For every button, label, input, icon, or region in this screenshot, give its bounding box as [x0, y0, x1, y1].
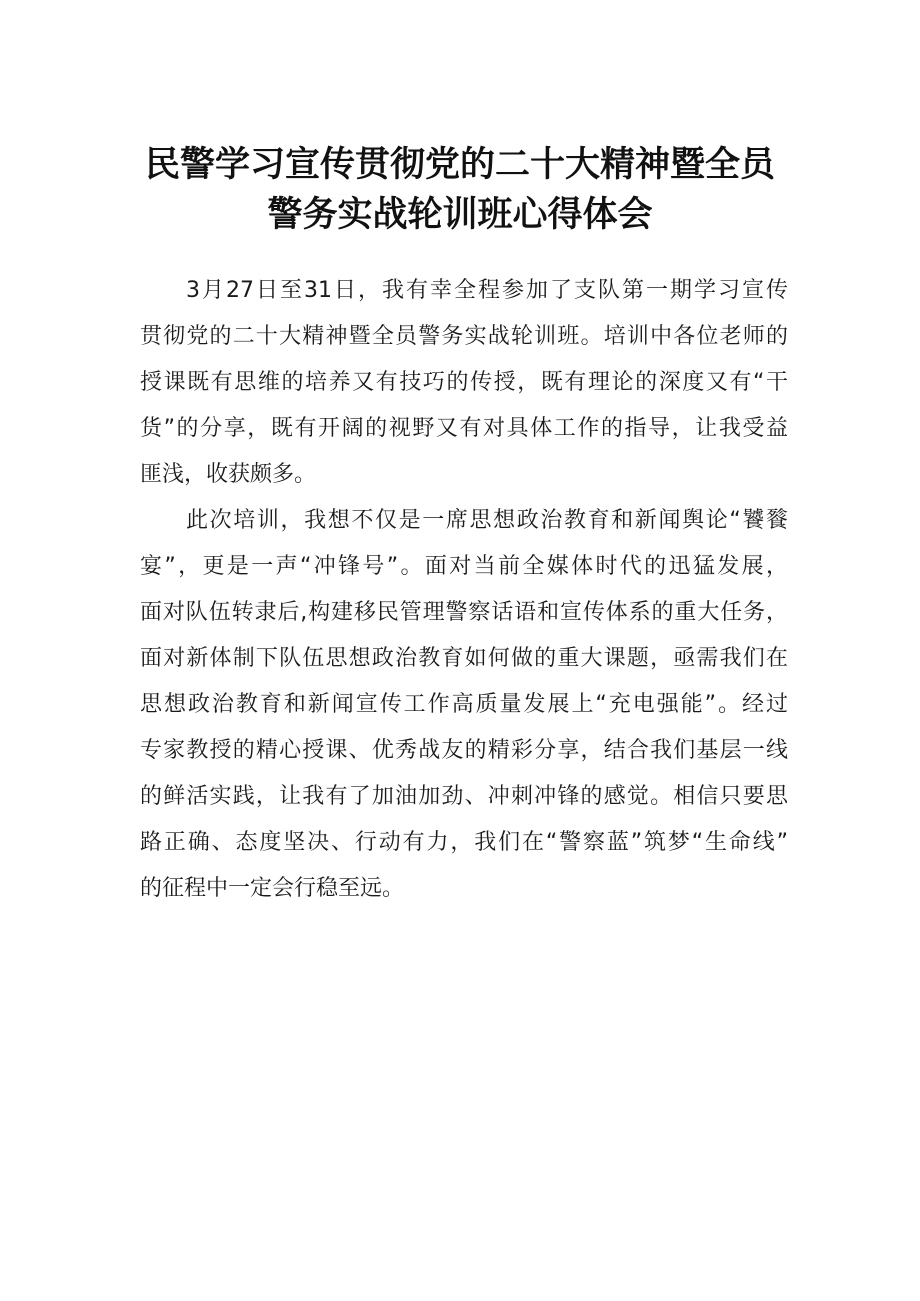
- paragraph-line: 宴”，更是一声“冲锋号”。面对当前全媒体时代的迅猛发展，: [140, 554, 788, 579]
- paragraph-line: 3月27日至31日，我有幸全程参加了支队第一期学习宣传: [186, 278, 788, 303]
- document-title: [0, 140, 920, 240]
- title-line-1: 民警学习宣传贯彻党的二十大精神暨全员: [144, 145, 775, 185]
- paragraph-line: 授课既有思维的培养又有技巧的传授，既有理论的深度又有“干: [140, 370, 788, 395]
- paragraph-line: 路正确、态度坚决、行动有力，我们在“警察蓝”筑梦“生命线”: [140, 830, 788, 855]
- paragraph-line: 匪浅，收获颇多。: [140, 462, 317, 487]
- paragraph-line: 面对队伍转隶后,构建移民管理警察话语和宣传体系的重大任务，: [140, 600, 788, 625]
- paragraph-line: 专家教授的精心授课、优秀战友的精彩分享，结合我们基层一线: [140, 738, 788, 763]
- title-line-2: 警务实战轮训班心得体会: [267, 195, 653, 235]
- paragraph-2: [140, 498, 788, 912]
- document-body: [140, 268, 788, 912]
- paragraph-line: 此次培训，我想不仅是一席思想政治教育和新闻舆论“饕餮: [186, 508, 788, 533]
- paragraph-line: 贯彻党的二十大精神暨全员警务实战轮训班。培训中各位老师的: [140, 324, 788, 349]
- paragraph-1: [140, 268, 788, 498]
- paragraph-line: 面对新体制下队伍思想政治教育如何做的重大课题，亟需我们在: [140, 646, 788, 671]
- paragraph-line: 的征程中一定会行稳至远。: [140, 876, 405, 901]
- paragraph-line: 思想政治教育和新闻宣传工作高质量发展上“充电强能”。经过: [140, 692, 788, 717]
- paragraph-line: 的鲜活实践，让我有了加油加劲、冲刺冲锋的感觉。相信只要思: [140, 784, 788, 809]
- paragraph-line: 货”的分享，既有开阔的视野又有对具体工作的指导，让我受益: [140, 416, 788, 441]
